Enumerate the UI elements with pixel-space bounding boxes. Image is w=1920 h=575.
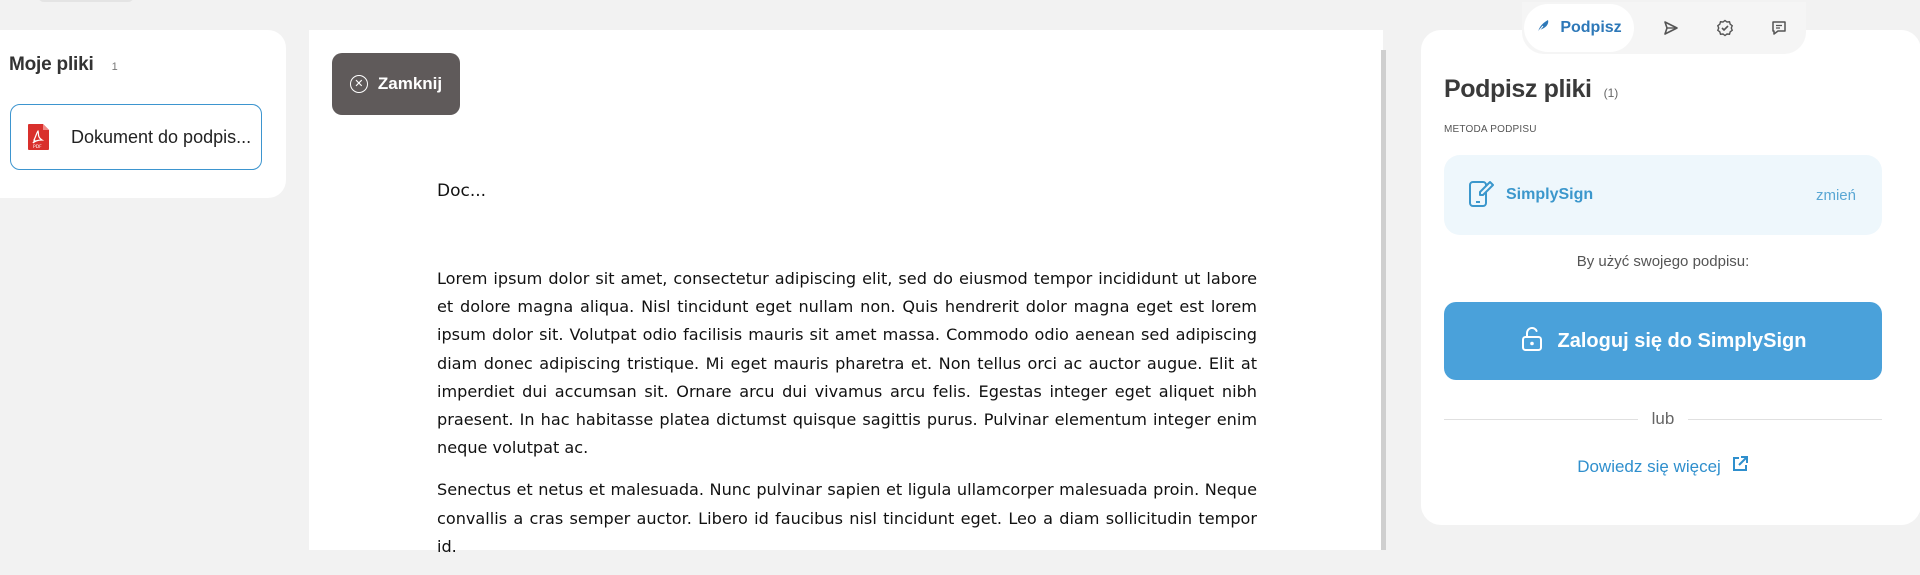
or-divider — [1444, 404, 1882, 434]
document-paragraph: Senectus et netus et malesuada. Nunc pulvinar sapien et ligula ullamcorper malesuada proin. Neque convallis a cras semper auctor. Libero id faucibus nisl tincidunt eget. Leo a diam sollicitudin tempor id. — [437, 480, 1257, 556]
close-button-label: Zamknij — [377, 74, 443, 93]
divider-line — [1688, 419, 1882, 420]
close-icon: ✕ — [350, 75, 368, 93]
files-header — [9, 54, 118, 76]
check-circle-icon[interactable] — [1713, 16, 1737, 40]
use-signature-text: By użyć swojego podpisu: — [1576, 253, 1750, 270]
learn-more-label: Dowiedz się więcej — [1577, 456, 1721, 476]
external-link-icon — [1731, 455, 1749, 478]
close-button[interactable] — [332, 53, 460, 115]
sign-count: (1) — [1603, 86, 1619, 100]
pdf-file-icon — [27, 123, 51, 151]
tab-sign-label: Podpisz — [1560, 19, 1622, 36]
viewer-scrollbar[interactable] — [1381, 50, 1386, 550]
tab-sign[interactable] — [1524, 4, 1634, 52]
pen-icon — [1536, 18, 1552, 39]
svg-text:PDF: PDF — [33, 145, 42, 150]
top-tab-stub — [38, 0, 134, 2]
sign-title-text: Podpisz pliki — [1444, 75, 1592, 103]
mobile-sign-icon — [1468, 178, 1494, 213]
login-button-label: Zaloguj się do SimplySign — [1557, 329, 1807, 352]
sign-title — [1444, 75, 1618, 104]
files-count: 1 — [111, 61, 118, 73]
files-title: Moje pliki — [9, 54, 94, 75]
login-simplysign-button[interactable] — [1444, 302, 1882, 380]
change-method-link[interactable]: zmień — [1815, 186, 1856, 204]
signature-method — [1444, 155, 1882, 235]
method-name: SimplySign — [1506, 186, 1594, 203]
document-body — [437, 265, 1257, 575]
files-panel — [0, 30, 286, 198]
document-heading: Doc... — [437, 181, 487, 201]
sign-panel — [1421, 30, 1920, 525]
comment-icon[interactable] — [1767, 16, 1791, 40]
divider-line — [1444, 419, 1638, 420]
or-label: lub — [1651, 409, 1675, 428]
send-icon[interactable] — [1659, 16, 1683, 40]
file-name: Dokument do podpis... — [71, 126, 252, 147]
file-item[interactable] — [10, 104, 262, 170]
unlock-icon — [1520, 326, 1544, 357]
learn-more-link[interactable] — [1444, 455, 1882, 478]
document-paragraph: Lorem ipsum dolor sit amet, consectetur adipiscing elit, sed do eiusmod tempor incididunt ut labore et dolore magna aliqua. Nisl tincidunt eget nullam non. Quis hendrerit dolor magna eget est lorem ipsum dolor sit. Volutpat odio facilisis mauris sit amet massa. Commodo odio aenean sed adipiscing diam donec adipiscing tristique. Mi eget mauris pharetra et. Non tellus orci ac auctor augue. Elit at imperdiet dui accumsan sit. Ornare arcu dui vivamus arcu felis. Egestas integer eget aliquet nibh praesent. In hac habitasse platea dictumst quisque sagittis purus. Pulvinar elementum integer enim neque volutpat ac. — [437, 269, 1257, 458]
method-label: METODA PODPISU — [1444, 124, 1537, 135]
